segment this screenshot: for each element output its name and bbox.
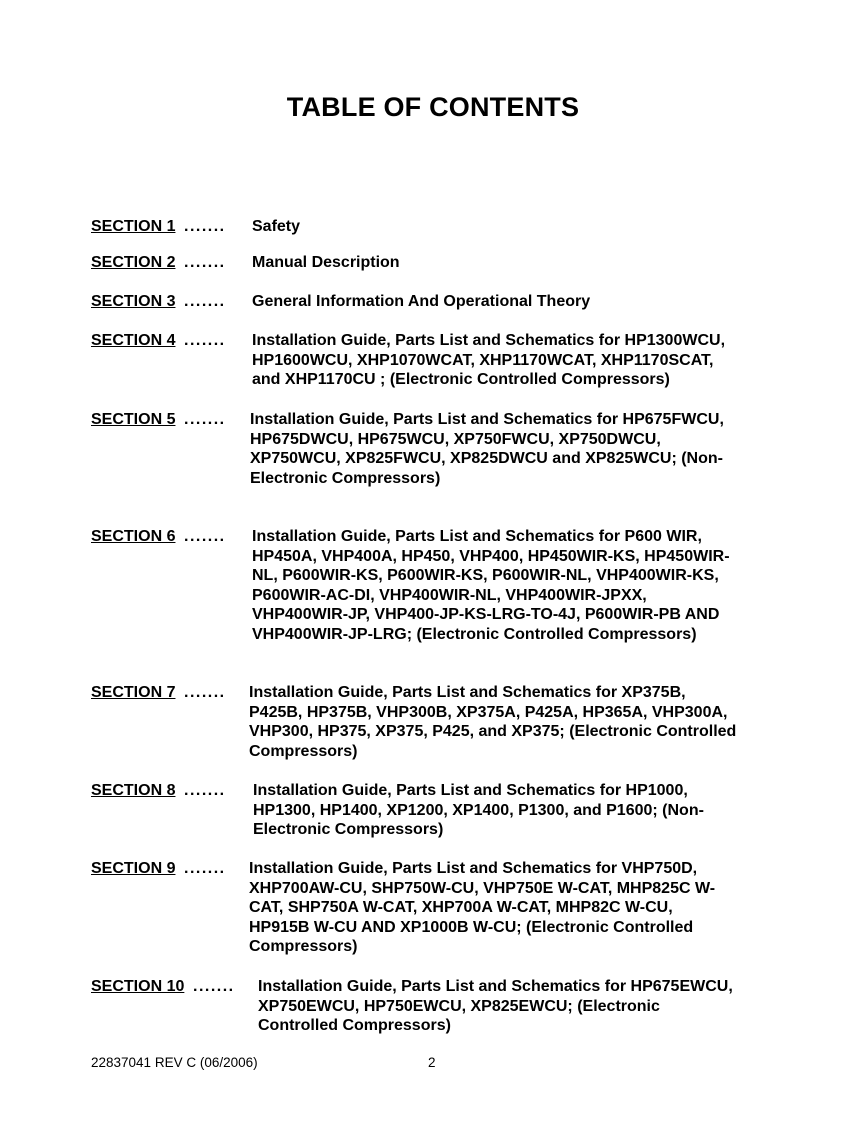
page-title: TABLE OF CONTENTS	[286, 92, 580, 122]
section-label[interactable]: SECTION 2	[91, 254, 176, 271]
section-description: Installation Guide, Parts List and Schematics for HP675FWCU, HP675DWCU, HP675WCU, XP750FWCU, XP750DWCU, XP750WCU, XP825FWCU, XP825DWCU and XP825WCU; (Non- Electronic Compressors)	[250, 411, 724, 487]
section-label[interactable]: SECTION 6	[91, 528, 176, 545]
leader-dots: .......	[193, 978, 235, 995]
section-description: Safety	[252, 218, 301, 235]
section-description: Installation Guide, Parts List and Schematics for HP675EWCU, XP750EWCU, HP750EWCU, XP825EWCU; (Electronic Controlled Compressors)	[258, 978, 733, 1035]
document-number: 22837041 REV C (06/2006)	[91, 1055, 258, 1070]
page-number: 2	[428, 1055, 436, 1070]
section-label[interactable]: SECTION 5	[91, 411, 176, 428]
leader-dots: .......	[184, 411, 226, 428]
section-description: Installation Guide, Parts List and Schematics for HP1000, HP1300, HP1400, XP1200, XP1400, P1300, and P1600; (Non- Electronic Compressors)	[253, 782, 704, 839]
section-description: Installation Guide, Parts List and Schematics for VHP750D, XHP700AW-CU, SHP750W-CU, VHP750E W-CAT, MHP825C W- CAT, SHP750A W-CAT, XHP700A W-CAT, MHP82C W-CU, HP915B W-CU AND XP1000B W-CU; (Electronic Controlled Compressors)	[249, 860, 716, 956]
section-label[interactable]: SECTION 9	[91, 860, 176, 877]
section-label[interactable]: SECTION 8	[91, 782, 176, 799]
section-description: Manual Description	[252, 254, 400, 271]
leader-dots: .......	[184, 684, 226, 701]
section-description: Installation Guide, Parts List and Schematics for P600 WIR, HP450A, VHP400A, HP450, VHP400, HP450WIR-KS, HP450WIR- NL, P600WIR-KS, P600WIR-KS, P600WIR-NL, VHP400WIR-KS, P600WIR-AC-DI, VHP400WIR-NL, VHP400WIR-JPXX, VHP400WIR-JP, VHP400-JP-KS-LRG-TO-4J, P600WIR-PB AND VHP400WIR-JP-LRG; (Electronic Controlled Compressors)	[252, 528, 730, 643]
section-description: Installation Guide, Parts List and Schematics for XP375B, P425B, HP375B, VHP300B, XP375A, P425A, HP365A, VHP300A, VHP300, HP375, XP375, P425, and XP375; (Electronic Controlled Compressors)	[249, 684, 737, 760]
leader-dots: .......	[184, 332, 226, 349]
section-label[interactable]: SECTION 7	[91, 684, 176, 701]
section-description: General Information And Operational Theory	[252, 293, 591, 310]
section-description: Installation Guide, Parts List and Schematics for HP1300WCU, HP1600WCU, XHP1070WCAT, XHP1170WCAT, XHP1170SCAT, and XHP1170CU ; (Electronic Controlled Compressors)	[252, 332, 726, 389]
leader-dots: .......	[184, 782, 226, 799]
leader-dots: .......	[184, 860, 226, 877]
leader-dots: .......	[184, 218, 226, 235]
section-label[interactable]: SECTION 4	[91, 332, 176, 349]
leader-dots: .......	[184, 254, 226, 271]
leader-dots: .......	[184, 293, 226, 310]
leader-dots: .......	[184, 528, 226, 545]
section-label[interactable]: SECTION 3	[91, 293, 176, 310]
section-label[interactable]: SECTION 1	[91, 218, 176, 235]
section-label[interactable]: SECTION 10	[91, 978, 185, 995]
